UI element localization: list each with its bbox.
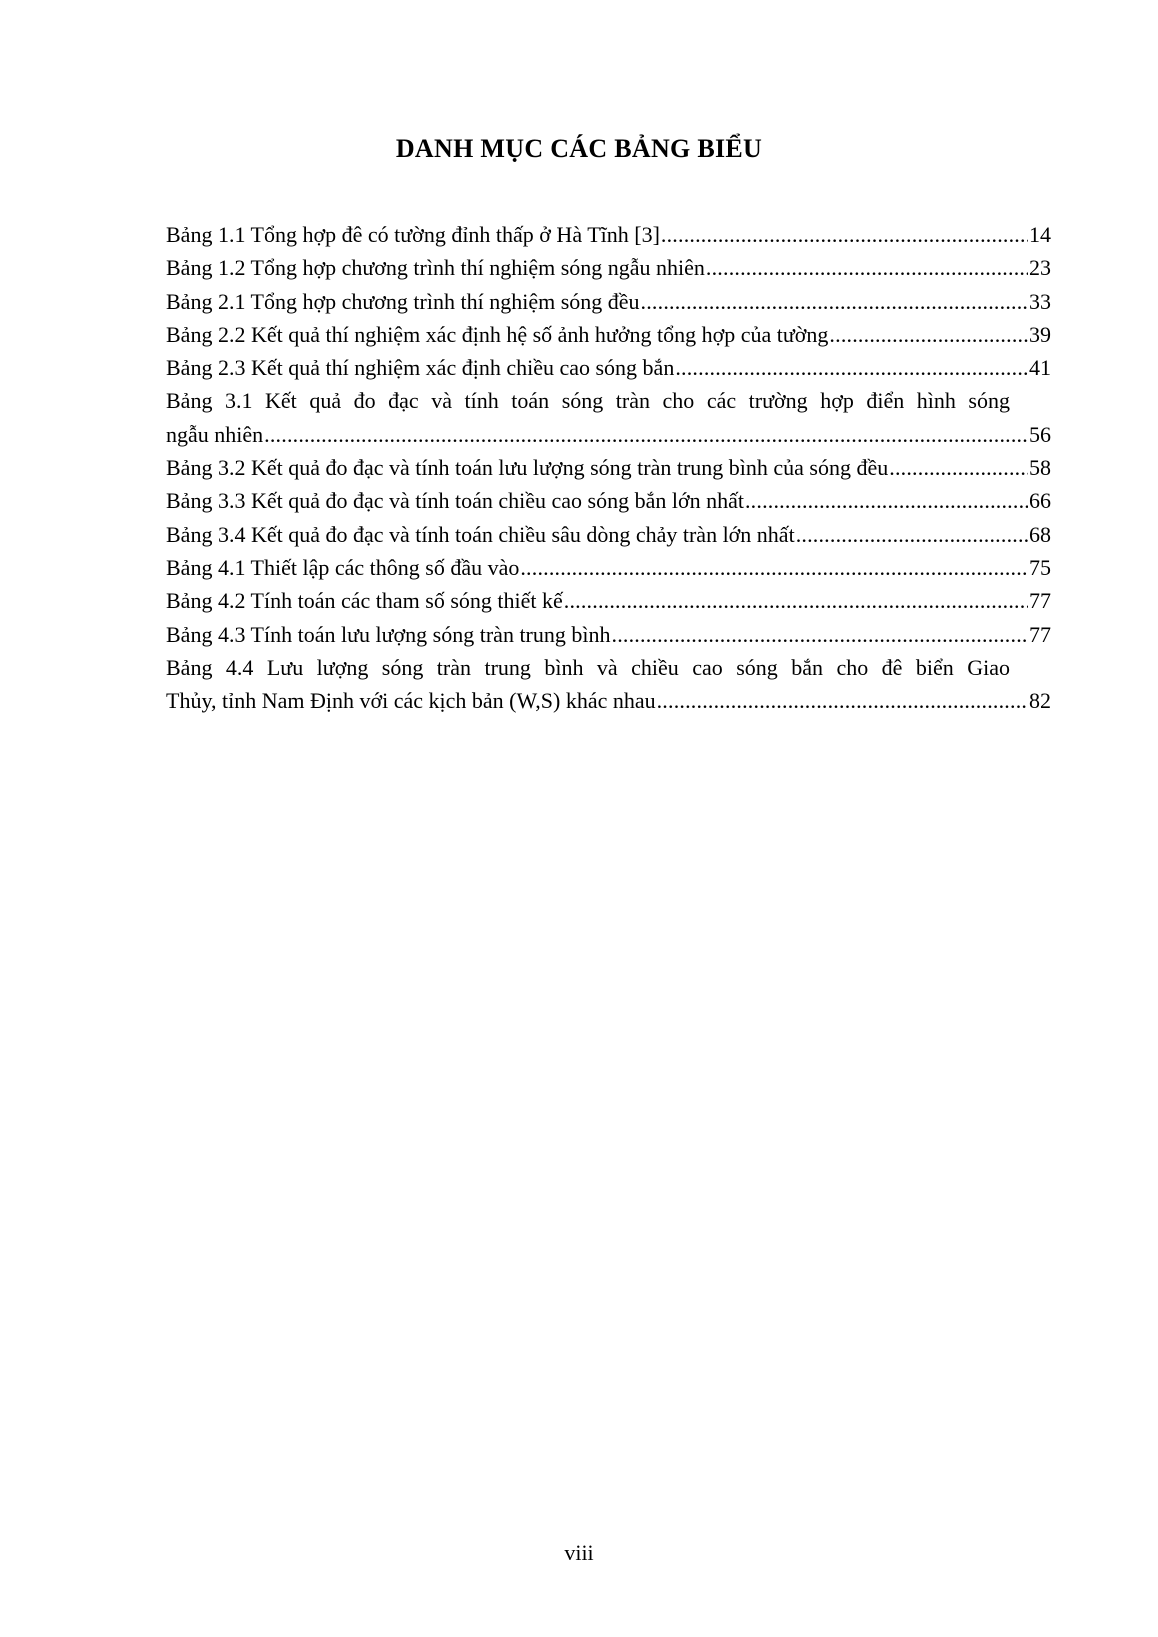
toc-entry-text-line1: Bảng 4.4 Lưu lượng sóng tràn trung bình và chiều cao sóng bắn cho đê biển Giao: [166, 654, 1010, 680]
dot-leader: [829, 318, 1028, 351]
dot-leader: [657, 684, 1028, 717]
toc-entry-3-1[interactable]: [166, 384, 1051, 451]
toc-entry-page: 33: [1029, 288, 1051, 314]
toc-entry-text: Bảng 3.4 Kết quả đo đạc và tính toán chiều sâu dòng chảy tràn lớn nhất: [166, 521, 795, 547]
page-title: DANH MỤC CÁC BẢNG BIỂU: [395, 134, 763, 163]
toc-entry-text-line2: Thủy, tỉnh Nam Định với các kịch bản (W,S) khác nhau: [166, 688, 656, 714]
toc-entry-4-2[interactable]: [166, 584, 1051, 617]
dot-leader: [520, 551, 1028, 584]
toc-entry-page: 41: [1029, 355, 1051, 381]
toc-entry-text-line2: ngẫu nhiên: [166, 421, 264, 447]
toc-entry-text: Bảng 2.1 Tổng hợp chương trình thí nghiệm sóng đều: [166, 288, 640, 314]
toc-entry-text: Bảng 2.3 Kết quả thí nghiệm xác định chiều cao sóng bắn: [166, 355, 675, 381]
toc-entry-page: 68: [1029, 521, 1051, 547]
toc-entry-4-4[interactable]: [166, 651, 1051, 718]
toc-entry-text: Bảng 1.1 Tổng hợp đê có tường đỉnh thấp ở Hà Tĩnh [3]: [166, 222, 660, 247]
toc-entry-page: 82: [1029, 688, 1051, 714]
toc-entry-page: 66: [1029, 488, 1051, 514]
toc-entry-2-3[interactable]: [166, 351, 1051, 384]
toc-entry-2-1[interactable]: [166, 285, 1051, 318]
table-list: [166, 218, 1051, 717]
toc-entry-page: 56: [1029, 421, 1051, 447]
dot-leader: [889, 451, 1028, 484]
dot-leader: [661, 218, 1028, 251]
dot-leader: [675, 351, 1028, 384]
toc-entry-page: 14: [1029, 222, 1051, 247]
dot-leader: [706, 251, 1028, 284]
toc-entry-3-3[interactable]: [166, 484, 1051, 517]
toc-entry-text-line1: Bảng 3.1 Kết quả đo đạc và tính toán sóng tràn cho các trường hợp điển hình sóng: [166, 388, 1010, 414]
toc-entry-text: Bảng 3.2 Kết quả đo đạc và tính toán lưu lượng sóng tràn trung bình của sóng đều: [166, 455, 889, 481]
toc-entry-4-1[interactable]: [166, 551, 1051, 584]
toc-entry-text: Bảng 3.3 Kết quả đo đạc và tính toán chiều cao sóng bắn lớn nhất: [166, 488, 744, 514]
toc-entry-page: 77: [1029, 621, 1051, 647]
toc-entry-1-2[interactable]: [166, 251, 1051, 284]
toc-entry-page: 77: [1029, 588, 1051, 614]
toc-entry-page: 58: [1029, 455, 1051, 481]
toc-entry-text: Bảng 1.2 Tổng hợp chương trình thí nghiệm sóng ngẫu nhiên: [166, 255, 705, 281]
dot-leader: [745, 484, 1028, 517]
dot-leader: [564, 584, 1028, 617]
toc-entry-text: Bảng 2.2 Kết quả thí nghiệm xác định hệ số ảnh hưởng tổng hợp của tường: [166, 321, 829, 347]
toc-entry-text: Bảng 4.1 Thiết lập các thông số đầu vào: [166, 554, 520, 580]
toc-entry-page: 39: [1029, 321, 1051, 347]
dot-leader: [264, 418, 1028, 451]
toc-entry-page: 23: [1029, 255, 1051, 281]
dot-leader: [612, 618, 1029, 651]
dot-leader: [641, 285, 1028, 318]
toc-entry-1-1[interactable]: [166, 218, 1051, 251]
toc-entry-3-4[interactable]: [166, 518, 1051, 551]
toc-entry-text: Bảng 4.2 Tính toán các tham số sóng thiết kế: [166, 588, 563, 614]
page-number: viii: [564, 1540, 594, 1565]
toc-entry-3-2[interactable]: [166, 451, 1051, 484]
toc-entry-4-3[interactable]: [166, 618, 1051, 651]
dot-leader: [796, 518, 1028, 551]
toc-entry-page: 75: [1029, 554, 1051, 580]
toc-entry-text: Bảng 4.3 Tính toán lưu lượng sóng tràn trung bình: [166, 621, 611, 647]
toc-entry-2-2[interactable]: [166, 318, 1051, 351]
